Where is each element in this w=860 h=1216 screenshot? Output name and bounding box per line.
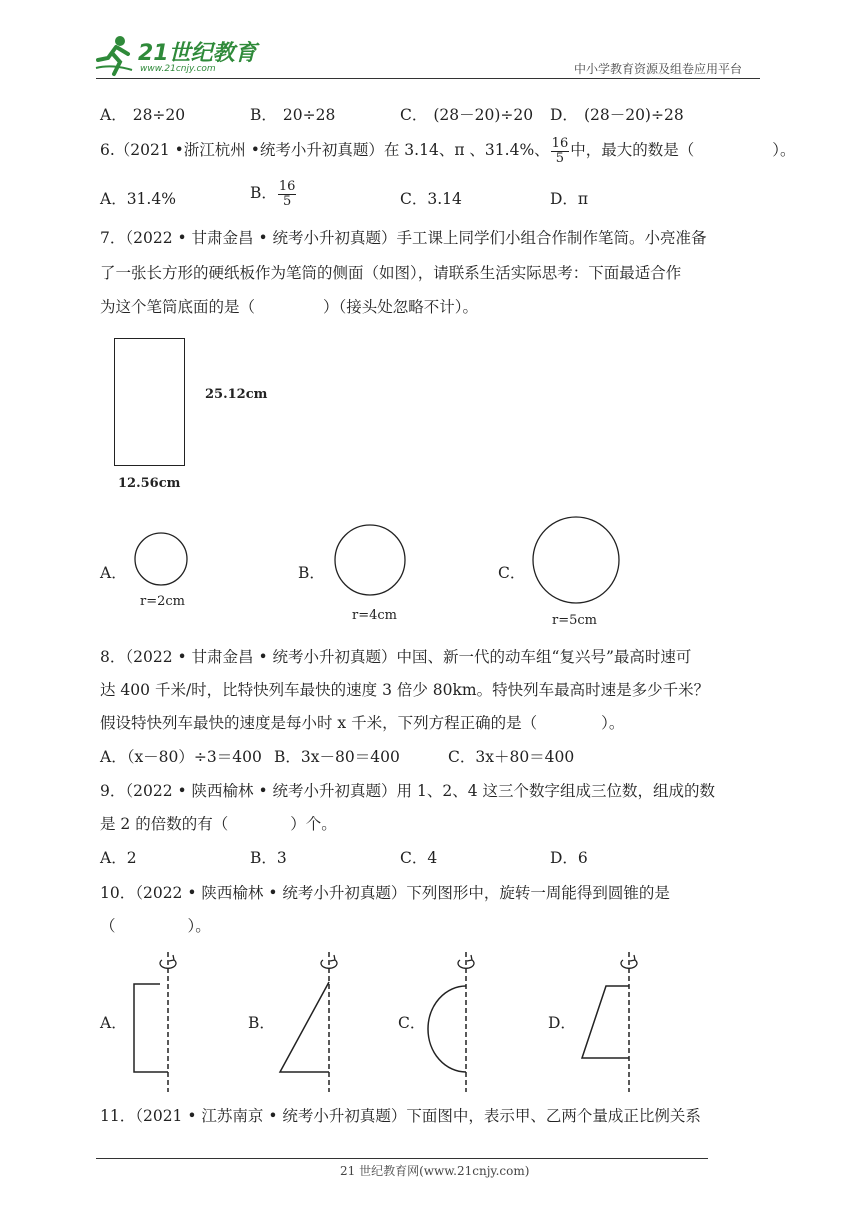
footer-rule — [96, 1158, 708, 1159]
q10-figure-b — [276, 948, 346, 1094]
q5-option-a-value: 28÷20 — [132, 106, 186, 124]
q6-option-a[interactable]: A．31.4% — [100, 190, 176, 208]
q6-option-c[interactable]: C．3.14 — [400, 190, 462, 208]
q6-stem — [100, 137, 796, 165]
q6-stem-fraction — [551, 137, 570, 165]
q5-option-d[interactable] — [550, 106, 684, 125]
q6-stem-end: ）。 — [772, 141, 796, 160]
q6-option-b[interactable] — [250, 180, 297, 208]
q8-stem-line3 — [100, 714, 624, 733]
q6-option-b-label: B． — [250, 184, 277, 203]
q10-figure-d — [576, 948, 644, 1094]
q9-option-b[interactable]: B．3 — [250, 849, 287, 867]
q6-option-d[interactable]: D．π — [550, 190, 589, 208]
q7-option-a[interactable]: A． — [100, 564, 127, 582]
q5-option-c[interactable] — [400, 106, 533, 125]
q10-line2-b: ）。 — [187, 917, 211, 935]
q8-option-c[interactable]: C．3x＋80＝400 — [448, 748, 575, 766]
runner-logo-icon — [94, 34, 134, 78]
q10-line2-a: （ — [100, 917, 116, 935]
q5-option-d-value: (28－20)÷28 — [583, 106, 684, 124]
q5-option-c-value: (28－20)÷20 — [433, 106, 534, 124]
q7-rect-width-label: 12.56cm — [118, 476, 181, 491]
q5-option-b-label: B． — [250, 106, 277, 124]
q7-option-b[interactable]: B． — [298, 564, 325, 582]
q10-stem-line1: 10．（2022 • 陕西榆林 • 统考小升初真题）下列图形中，旋转一周能得到圆锥的是 — [100, 884, 670, 902]
header-rule — [96, 78, 760, 79]
q8-stem-line1: 8．（2022 • 甘肃金昌 • 统考小升初真题）中国、新一代的动车组“复兴号”最高时速可 — [100, 648, 692, 666]
logo-text: 21世纪教育 — [138, 41, 257, 66]
q7-radius-a: r=2cm — [140, 594, 185, 609]
q8-option-a[interactable]: A．（x－80）÷3＝400 — [100, 748, 262, 766]
q11-stem-line1: 11．（2021 • 江苏南京 • 统考小升初真题）下面图中，表示甲、乙两个量成正比例关系 — [100, 1107, 701, 1125]
q8-stem-line2: 达 400 千米/时，比特快列车最快的速度 3 倍少 80km。特快列车最高时速是多少千米？ — [100, 681, 710, 699]
q7-circle-b — [332, 522, 408, 598]
q7-radius-c: r=5cm — [552, 613, 597, 628]
q7-circle-a — [131, 532, 191, 588]
q6-option-b-fraction — [278, 180, 297, 208]
q9-line2-b: ）个。 — [290, 815, 337, 833]
q8-line3-b: ）。 — [601, 714, 625, 732]
q9-option-d[interactable]: D．6 — [550, 849, 588, 867]
q10-option-d[interactable]: D． — [548, 1014, 576, 1032]
q10-option-c[interactable]: C． — [398, 1014, 426, 1032]
q7-stem-line2: 了一张长方形的硬纸板作为笔筒的侧面（如图），请联系生活实际思考：下面最适合作 — [100, 264, 682, 282]
q5-option-a[interactable] — [100, 106, 185, 125]
q9-line2-a: 是 2 的倍数的有（ — [100, 815, 229, 833]
q5-option-d-label: D． — [550, 106, 578, 124]
q6-option-b-num: 16 — [278, 179, 296, 194]
q8-line3-a: 假设特快列车最快的速度是每小时 x 千米，下列方程正确的是（ — [100, 714, 538, 732]
q6-frac-num: 16 — [551, 136, 569, 151]
q10-figure-c — [424, 948, 484, 1094]
q7-option-c[interactable]: C． — [498, 564, 526, 582]
q10-figure-a — [126, 948, 190, 1094]
q5-option-c-label: C． — [400, 106, 428, 124]
q6-frac-den: 5 — [555, 150, 565, 166]
q7-line3-a: 为这个笔筒底面的是（ — [100, 298, 256, 316]
logo-url: www.21cnjy.com — [140, 64, 216, 74]
q5-option-b-value: 20÷28 — [282, 106, 336, 124]
header-logo — [94, 34, 264, 78]
q6-stem-before: 6.（2021 •浙江杭州 •统考小升初真题）在 3.14、π 、31.4%、 — [100, 141, 550, 160]
q10-option-a[interactable]: A． — [100, 1014, 127, 1032]
q9-option-c[interactable]: C．4 — [400, 849, 438, 867]
q7-circle-c — [530, 514, 622, 606]
q7-radius-b: r=4cm — [352, 608, 397, 623]
q5-option-b[interactable] — [250, 106, 335, 125]
q7-rectangle-figure — [114, 338, 185, 466]
q7-line3-b: ）（接头处忽略不计）。 — [323, 298, 479, 316]
q9-option-a[interactable]: A．2 — [100, 849, 137, 867]
q6-stem-after: 中，最大的数是（ — [570, 141, 695, 160]
q7-stem-line3 — [100, 298, 478, 317]
q10-option-b[interactable]: B． — [248, 1014, 275, 1032]
q7-stem-line1: 7．（2022 • 甘肃金昌 • 统考小升初真题）手工课上同学们小组合作制作笔筒。小亮准备 — [100, 229, 707, 247]
q6-option-b-den: 5 — [283, 193, 292, 209]
q9-stem-line2 — [100, 815, 337, 834]
q10-stem-line2 — [100, 917, 211, 936]
q9-stem-line1: 9．（2022 • 陕西榆林 • 统考小升初真题）用 1、2、4 这三个数字组成三位数，组成的数 — [100, 782, 715, 800]
header-right-text: 中小学教育资源及组卷应用平台 — [574, 62, 743, 76]
q7-rect-height-label: 25.12cm — [205, 387, 268, 402]
footer-text: 21 世纪教育网(www.21cnjy.com) — [340, 1164, 530, 1178]
q5-option-a-label: A． — [100, 106, 127, 124]
q8-option-b[interactable]: B．3x－80＝400 — [274, 748, 400, 766]
